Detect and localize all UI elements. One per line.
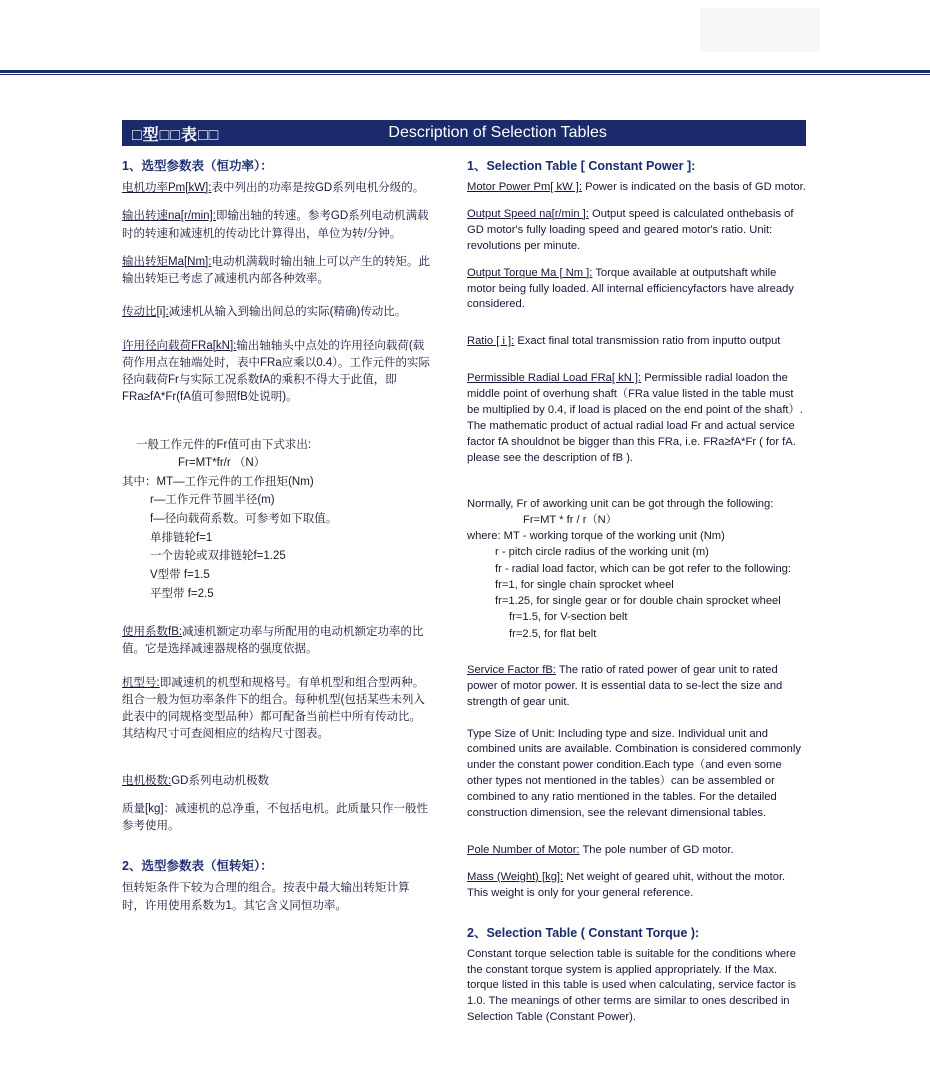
en-term-output-torque: Output Torque Ma [ Nm ]: [467,266,593,279]
text-output-speed: 即输出轴的转速。参考GD系列电动机满载时的转速和减速机的传动比计算得出，单位为转/分钟。 [122,210,429,240]
left-section2-heading: 2、选型参数表（恒转矩）： [122,859,273,874]
en-term-radial-load: Permissible Radial Load FRa[ kN ]: [467,372,642,385]
left-spacer-7 [122,846,432,856]
en-text-radial-load: Permissible radial loadon the middle point of overhung shaft（FRa value listed in the table must be multiplied by 0.4, if load is placed on the end point of the shaft）. The mathematic product of actual radial load Fr and actual service factor fA shouldnot be bigger than this FRa, i.e. FRa≥fA*Fr ( for fA. please see the description of fB ). [467,372,803,464]
term-ratio: 传动比[i]: [122,306,169,319]
section-title-bar [122,120,806,146]
header-rule [0,70,930,73]
right-section2-heading: 2、Selection Table ( Constant Torque ): [467,925,700,940]
left-spacer-6 [122,755,432,773]
en-formula-main: Fr=MT * fr / r（N） [523,513,617,526]
header-rule-thin [0,74,930,75]
text-service-factor: 减速机额定功率与所配用的电动机额定功率的比值。它是选择减速器规格的强度依据。 [122,626,424,656]
top-band-placeholder [700,8,820,52]
left-section1-heading: 1、选型参数表（恒功率）： [122,159,273,173]
en-formula-option-3: fr=1.5, for V-section belt [509,611,628,624]
term-pole-number: 电机极数: [122,774,172,787]
right-para-motor-power [467,180,806,196]
en-term-output-speed: Output Speed na[r/min ]: [467,207,589,220]
formula-r: r—工作元件节圆半径(m) [150,494,275,507]
left-para-constant-torque: 恒转矩条件下较为合理的组合。按表中最大输出转矩计算时，许用使用系数为1。其它含义同恒功率。 [122,882,410,912]
left-para-mass [122,801,432,836]
left-spacer-3 [122,418,432,436]
formula-option-2: 一个齿轮或双排链轮f=1.25 [150,550,286,563]
title-chinese: □型□□表□□ [132,126,220,144]
right-para-output-speed [467,207,806,255]
left-para-ratio [122,304,432,321]
left-para-output-speed [122,208,432,243]
en-formula-intro: Normally, Fr of aworking unit can be got through the following: [467,497,774,510]
en-formula-f: fr - radial load factor, which can be got refer to the following: [495,562,792,575]
en-text-ratio: Exact final total transmission ratio from inputto output [517,335,781,348]
text-pole-number: GD系列电动机极数 [171,774,269,787]
text-motor-power: 表中列出的功率是按GD系列电机分级的。 [211,182,425,194]
right-para-service-factor [467,663,806,711]
formula-where: 其中：MT—工作元件的工作扭矩(Nm) [122,475,314,488]
en-text-output-speed: Output speed is calculated onthebasis of GD motor's fully loading speed and geared motor's ratio. Unit: revolutions per minute. [467,207,794,252]
column-english [467,156,806,1037]
right-para-type-size: Type Size of Unit: Including type and size. Individual unit and combined units are available. Combination is considered commonly under the constant power condition.Each type（and even some other types not mentioned in the tables）can be assembled or combined to any ratio mentioned in the tables. For the detailed construction dimension, see the relevant dimensional tables. [467,727,801,820]
title-english: Description of Selection Tables [388,124,607,141]
formula-main: Fr=MT*fr/r （N） [178,457,266,470]
formula-option-3: V型带 f=1.5 [150,568,210,581]
right-spacer-6 [467,833,806,843]
left-formula-block [122,436,432,604]
left-para-service-factor [122,624,432,659]
column-chinese [122,156,432,926]
term-mass: 质量[kg]： [122,802,176,815]
text-radial-load: 输出轴轴头中点处的许用径向载荷(载荷作用点在轴端处时，表中FRa应乘以0.4）。工作元件的实际径向载荷Fr与实际工况系数fA的乘积不得大于此值，即FRa≥fA*Fr(fA值可参照fB处说明)。 [122,339,430,404]
term-type-size: 机型号: [122,676,160,689]
en-term-pole-number: Pole Number of Motor: [467,843,580,856]
right-spacer-2 [467,361,806,371]
right-para-output-torque [467,266,806,314]
en-formula-option-2: fr=1.25, for single gear or for double chain sprocket wheel [495,595,781,608]
right-para-ratio [467,334,806,350]
left-para-output-torque [122,254,432,289]
text-output-torque: 电动机满载时输出轴上可以产生的转矩。此输出转矩已考虑了减速机内部各种效率。 [122,255,430,285]
right-spacer-3 [467,478,806,496]
en-text-output-torque: Torque available at outputshaft while motor being fully loaded. All internal efficiencyfactors have already considered. [467,266,794,311]
left-spacer-4 [122,614,432,624]
en-term-service-factor: Service Factor fB: [467,663,556,676]
text-ratio: 减速机从输入到输出间总的实际(精确)传动比。 [168,306,407,319]
right-section1-heading: 1、Selection Table [ Constant Power ]: [467,159,696,173]
right-para-radial-load [467,371,806,466]
en-text-mass: Net weight of geared uhit, without the motor. This weight is only for your general reference. [467,870,786,899]
formula-f: f—径向载荷系数。可参考如下取值。 [150,513,338,525]
term-output-torque: 输出转矩Ma[Nm]: [122,255,212,268]
right-spacer-1 [467,324,806,334]
term-output-speed: 输出转速na[r/min]: [122,210,216,223]
text-mass: 减速机的总净重，不包括电机。此质量只作一般性参考使用。 [122,802,429,833]
en-formula-option-1: fr=1, for single chain sprocket wheel [495,578,674,591]
en-term-mass: Mass (Weight) [kg]: [467,870,564,883]
en-formula-where: where: MT - working torque of the working unit (Nm) [467,530,725,543]
left-para-pole-number [122,773,432,790]
en-term-ratio: Ratio [ i ]: [467,335,515,348]
right-spacer-7 [467,913,806,923]
page-top-band [0,0,930,58]
term-service-factor: 使用系数fB: [122,626,183,639]
right-para-constant-torque: Constant torque selection table is suitable for the conditions where the constant torque system is applied appropriately. If the Max. torque listed in this table is used when calculating, service factor is 1.0. The meanings of other terms are similar to ones described in Selection Table (Constant Power). [467,947,796,1024]
right-para-pole-number [467,843,806,859]
term-motor-power: 电机功率Pm[kW]: [122,182,212,194]
en-text-motor-power: Power is indicated on the basis of GD motor. [585,181,806,193]
en-formula-option-4: fr=2.5, for flat belt [509,627,597,640]
formula-option-4: 平型带 f=2.5 [150,587,214,600]
right-formula-block [467,496,806,642]
en-term-motor-power: Motor Power Pm[ kW ]: [467,181,582,193]
term-radial-load: 许用径向载荷FRa[kN]: [122,339,237,352]
formula-option-1: 单排链轮f=1 [150,531,213,544]
left-para-type-size [122,675,432,744]
text-type-size: 即减速机的机型和规格号。有单机型和组合型两种。组合一般为恒功率条件下的组合。每种机型(包括某些未列入此表中的同规格变型品种）都可配备当前栏中所有传动比。其结构尺寸可查阅相应的结构尺寸图表。 [122,676,425,741]
right-para-mass [467,870,806,902]
left-para-radial-load [122,338,432,407]
left-para-motor-power [122,180,432,197]
en-formula-r: r - pitch circle radius of the working unit (m) [495,546,709,559]
right-spacer-4 [467,653,806,663]
en-text-service-factor: The ratio of rated power of gear unit to rated power of motor power. It is essential data to se-lect the size and strength of gear unit. [467,663,783,708]
en-text-pole-number: The pole number of GD motor. [582,843,734,856]
formula-intro: 一般工作元件的Fr值可由下式求出: [136,438,312,451]
